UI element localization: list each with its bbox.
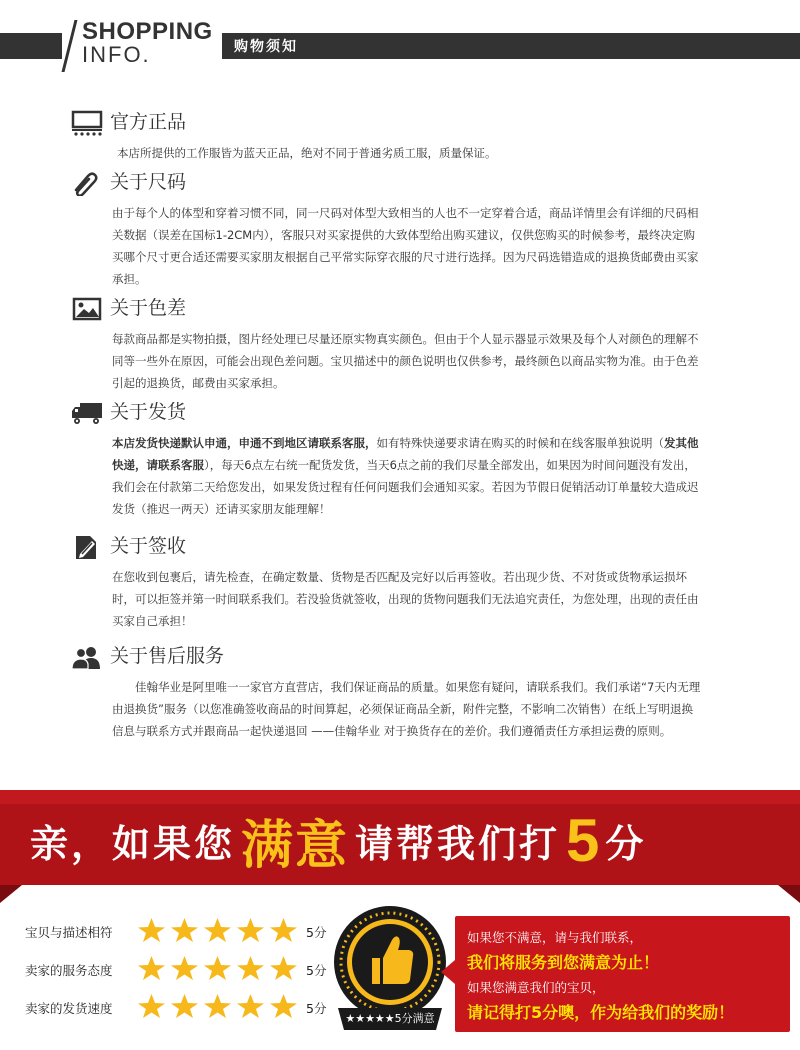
section-body	[112, 432, 702, 520]
notice-line-2: 我们将服务到您满意为止！	[467, 953, 660, 972]
notice-line-4: 请记得打5分噢，作为给我们的奖励！	[467, 1003, 735, 1022]
section-color	[70, 294, 710, 394]
section-title: 关于尺码	[110, 171, 187, 193]
section-receipt	[70, 532, 710, 632]
rating-score: 5分	[306, 1001, 327, 1016]
banner-text-number: 5	[566, 806, 600, 874]
computer-screen-icon	[70, 110, 104, 136]
section-body: 由于每个人的体型和穿着习惯不同，同一尺码对体型大致相当的人也不一定穿着合适，商品详情里会有详细的尺码相关数据（误差在国标1-2CM内），客服只对买家提供的大致体型给出购买建议，仅供您购买的时候参考，最终决定购买哪个尺寸更合适还需要买家朋友根据自己平常实际穿衣服的尺寸进行选择。因为尺码选错造成的退换货邮费由买家承担。	[112, 206, 699, 286]
star-icon	[267, 916, 300, 944]
star-icon	[234, 992, 267, 1020]
shipping-special-note: 如有特殊快递要求请在购买的时候和在线客服单独说明（	[376, 436, 664, 450]
star-icon	[135, 992, 168, 1020]
section-body: 本店所提供的工作服皆为蓝天正品，绝对不同于普通劣质工服，质量保证。	[117, 146, 497, 160]
star-icon	[201, 916, 234, 944]
star-icon	[267, 954, 300, 982]
star-icon	[168, 954, 201, 982]
rating-row-shipping-speed	[25, 994, 326, 1022]
paperclip-icon	[70, 170, 104, 196]
page-header	[0, 0, 800, 80]
notice-arrow	[441, 960, 455, 984]
banner-text	[30, 800, 646, 880]
badge-label: ★★★★★5分满意	[345, 1012, 435, 1025]
rating-label: 卖家的服务态度	[25, 963, 113, 978]
section-after-sales	[70, 642, 710, 742]
section-body: 在您收到包裹后，请先检查，在确定数量、货物是否匹配及完好以后再签收。若出现少货、不对货或货物承运损坏时，可以拒签并第一时间联系我们。若没验货就签收，出现的货物问题我们无法追究责任，为您处理，出现的责任由买家自己承担！	[112, 570, 699, 628]
section-title: 官方正品	[110, 111, 187, 133]
star-rating	[135, 992, 300, 1024]
satisfaction-notice-box	[455, 916, 790, 1032]
section-body: 每款商品都是实物拍摄，图片经处理已尽量还原实物真实颜色。但由于个人显示器显示效果及每个人对颜色的理解不同等一些外在原因，可能会出现色差问题。宝贝描述中的颜色说明也仅供参考，最终颜色以商品实物为准。由于色差引起的退换货，邮费由买家承担。	[112, 332, 699, 390]
shipping-schedule-note: ），每天6点左右统一配货发货，当天6点之前的我们尽量全部发出，如果因为时间问题没有发出，我们会在付款第二天给您发出，如果发货过程有任何问题我们会通知买家。若因为节假日促销活动订单量较大造成迟发货（推迟一两天）还请买家朋友能理解！	[112, 458, 699, 516]
section-title: 关于色差	[110, 297, 187, 319]
delivery-truck-icon	[70, 400, 104, 426]
banner-text-highlight: 满意	[241, 815, 350, 876]
users-icon	[70, 644, 104, 670]
star-icon	[168, 992, 201, 1020]
section-title: 关于发货	[110, 401, 187, 423]
sign-pen-icon	[70, 534, 104, 560]
notice-line-3: 如果您满意我们的宝贝，	[467, 980, 605, 995]
banner-text-part2: 请帮我们打	[355, 821, 561, 866]
star-rating	[135, 916, 300, 948]
section-title: 关于售后服务	[110, 645, 225, 667]
star-icon	[234, 916, 267, 944]
star-rating	[135, 954, 300, 986]
section-size	[70, 168, 710, 290]
section-shipping	[70, 398, 710, 520]
rating-score: 5分	[306, 963, 327, 978]
rating-score: 5分	[306, 925, 327, 940]
rating-label: 宝贝与描述相符	[25, 925, 113, 940]
header-title-zh: 购物须知	[234, 39, 298, 55]
star-icon	[201, 992, 234, 1020]
section-body: 佳翰华业是阿里唯一一家官方直营店，我们保证商品的质量。如果您有疑问，请联系我们。我们承诺“7天内无理由退换货”服务（以您准确签收商品的时间算起，必须保证商品全新，附件完整，不影响二次销售）在纸上写明退换信息与联系方式并跟商品一起快递退回 ——佳翰华业 对于换货存在的差价。我们遵循责任方承担运费的原则。	[112, 680, 701, 738]
rating-row-description	[25, 918, 326, 946]
rating-row-service	[25, 956, 326, 984]
rating-label: 卖家的发货速度	[25, 1001, 113, 1016]
notice-line-1: 如果您不满意，请与我们联系，	[467, 930, 643, 945]
star-icon	[234, 954, 267, 982]
star-icon	[201, 954, 234, 982]
banner-text-part3: 分	[605, 821, 647, 866]
star-icon	[267, 992, 300, 1020]
section-title: 关于签收	[110, 535, 187, 557]
header-title-en-line1: SHOPPING	[82, 18, 213, 45]
star-icon	[135, 954, 168, 982]
section-authentic	[70, 108, 710, 164]
shipping-other-courier-note: 发其他快递，请联系客服	[112, 436, 699, 472]
banner-text-part1: 亲，如果您	[30, 821, 236, 866]
header-title-en-line2: INFO.	[82, 42, 151, 67]
shipping-default-courier-note: 本店发货快递默认申通，申通不到地区请联系客服，	[112, 436, 377, 450]
banner-fold-left	[0, 885, 22, 903]
banner-fold-right	[778, 885, 800, 903]
star-icon	[135, 916, 168, 944]
star-icon	[168, 916, 201, 944]
picture-icon	[70, 296, 104, 322]
